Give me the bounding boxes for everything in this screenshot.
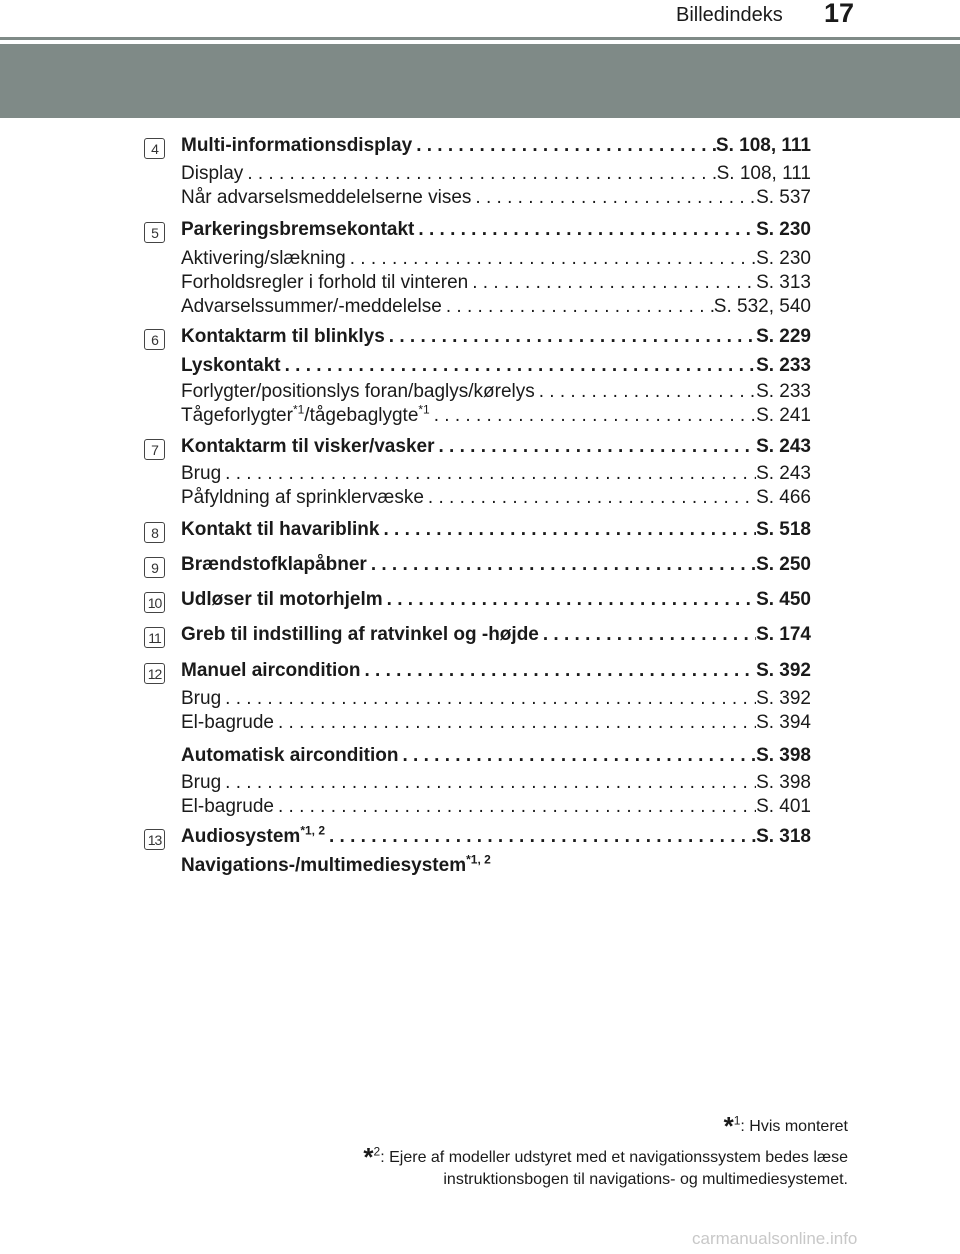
page-reference: S. 466 <box>756 487 811 508</box>
dot-leader <box>471 187 756 209</box>
entry-label: Brug <box>181 688 222 709</box>
page-reference: S. 392 <box>756 660 811 681</box>
entry-label: Brug <box>181 463 222 484</box>
footnote-2-cont: instruktionsbogen til navigations- og multimediesystemet. <box>443 1171 848 1188</box>
dot-leader <box>430 405 756 427</box>
entry-label: Forlygter/positionslys foran/baglys/kørelys <box>181 381 535 402</box>
index-sub-line <box>181 463 811 487</box>
watermark: carmanualsonline.info <box>692 1229 858 1248</box>
entry-label: Aktivering/slækning <box>181 248 346 269</box>
item-number-badge: 7 <box>144 439 165 460</box>
section-title: Billedindeks <box>676 4 783 26</box>
entry-label: Påfyldning af sprinklervæske <box>181 487 424 508</box>
dot-leader <box>243 163 716 185</box>
page-reference: S. 243 <box>756 436 811 457</box>
page-reference: S. 537 <box>756 187 811 208</box>
index-sub-line <box>181 487 811 511</box>
dot-leader <box>379 519 756 541</box>
footnote-2: *$^2$: Ejere af modeller udstyret med et navigationssystem bedes læse <box>363 1142 848 1172</box>
entry-label: Manuel aircondition <box>181 660 361 681</box>
index-heading-line <box>181 826 811 850</box>
entry-label: Når advarselsmeddelelserne vises <box>181 187 472 208</box>
entry-label: El-bagrude <box>181 796 274 817</box>
item-number-badge: 4 <box>144 138 165 159</box>
index-sub-line <box>181 296 811 320</box>
dot-leader <box>535 381 756 403</box>
item-number-badge: 12 <box>144 663 165 684</box>
entry-label: Forholdsregler i forhold til vinteren <box>181 272 469 293</box>
entry-label: Udløser til motorhjelm <box>181 589 383 610</box>
dot-leader <box>398 745 756 767</box>
index-heading-line <box>181 519 811 543</box>
page-reference: S. 243 <box>756 463 811 484</box>
index-sub-line <box>181 796 811 820</box>
page-reference: S. 398 <box>756 745 811 766</box>
dot-leader <box>346 248 756 270</box>
page-reference: S. 241 <box>756 405 811 426</box>
dot-leader <box>367 554 756 576</box>
page-reference: S. 233 <box>756 381 811 402</box>
header-band <box>0 44 960 118</box>
index-sub-line <box>181 712 811 736</box>
footnotes <box>363 1111 848 1191</box>
entry-label: Advarselssummer/-meddelelse <box>181 296 442 317</box>
index-heading-line <box>181 660 811 684</box>
page-reference: S. 398 <box>756 772 811 793</box>
index-heading-line <box>181 219 811 243</box>
item-number-badge: 11 <box>144 627 165 648</box>
dot-leader <box>414 219 756 241</box>
dot-leader <box>281 355 756 377</box>
index-sub-line <box>181 772 811 796</box>
entry-label: Tågeforlygter$^{*1}$/tågebaglygte$^{*1}$ <box>181 405 430 426</box>
index-sub-line <box>181 381 811 405</box>
item-number-badge: 6 <box>144 329 165 350</box>
entry-label: El-bagrude <box>181 712 274 733</box>
dot-leader <box>424 487 756 509</box>
entry-label: Brændstofklapåbner <box>181 554 367 575</box>
page-reference: S. 318 <box>756 826 811 847</box>
dot-leader <box>360 660 756 682</box>
page-reference: S. 394 <box>756 712 811 733</box>
dot-leader <box>221 688 756 710</box>
entry-label: Kontaktarm til visker/vasker <box>181 436 435 457</box>
page-reference: S. 230 <box>756 248 811 269</box>
dot-leader <box>539 624 756 646</box>
item-number-badge: 9 <box>144 557 165 578</box>
index-sub-line <box>181 272 811 296</box>
dot-leader <box>385 326 756 348</box>
entry-label: Brug <box>181 772 222 793</box>
page-reference: S. 108, 111 <box>716 163 811 184</box>
entry-label: Display <box>181 163 244 184</box>
page-reference: S. 532, 540 <box>713 296 811 317</box>
page-reference: S. 233 <box>756 355 811 376</box>
dot-leader <box>434 436 756 458</box>
dot-leader <box>468 272 756 294</box>
footnote-1: *$^1$: Hvis monteret <box>723 1111 848 1141</box>
index-sub-line <box>181 688 811 712</box>
index-heading-line <box>181 355 811 379</box>
header-rule <box>0 37 960 40</box>
dot-leader <box>221 772 756 794</box>
item-number-badge: 13 <box>144 829 165 850</box>
entry-label: Greb til indstilling af ratvinkel og -højde <box>181 624 539 645</box>
entry-label: Kontaktarm til blinklys <box>181 326 385 347</box>
index-heading-line <box>181 326 811 350</box>
dot-leader <box>412 135 716 157</box>
index-heading-line <box>181 745 811 769</box>
item-number-badge: 5 <box>144 222 165 243</box>
page-reference: S. 401 <box>756 796 811 817</box>
index-sub-line <box>181 187 811 211</box>
page-header <box>0 0 960 36</box>
page-reference: S. 108, 111 <box>715 135 811 156</box>
page-reference: S. 450 <box>756 589 811 610</box>
page-number: 17 <box>824 0 855 28</box>
dot-leader <box>442 296 714 318</box>
index-heading-line <box>181 436 811 460</box>
dot-leader <box>221 463 756 485</box>
page-reference: S. 250 <box>756 554 811 575</box>
index-heading-line <box>181 855 811 879</box>
page-reference: S. 230 <box>756 219 811 240</box>
entry-label: Audiosystem$^{*1, 2}$ <box>181 826 325 847</box>
page-reference: S. 174 <box>756 624 811 645</box>
index-sub-line <box>181 405 811 429</box>
page-reference: S. 518 <box>756 519 811 540</box>
dot-leader <box>325 826 756 848</box>
item-number-badge: 10 <box>144 592 165 613</box>
page-reference: S. 313 <box>756 272 811 293</box>
entry-label: Parkeringsbremsekontakt <box>181 219 415 240</box>
index-heading-line <box>181 624 811 648</box>
dot-leader <box>274 712 756 734</box>
index-heading-line <box>181 135 811 159</box>
entry-label: Multi-informationsdisplay <box>181 135 413 156</box>
item-number-badge: 8 <box>144 522 165 543</box>
page-reference: S. 392 <box>756 688 811 709</box>
index-sub-line <box>181 163 811 187</box>
index-heading-line <box>181 589 811 613</box>
entry-label: Lyskontakt <box>181 355 281 376</box>
dot-leader <box>274 796 756 818</box>
entry-label: Kontakt til havariblink <box>181 519 380 540</box>
entry-label: Navigations-/multimediesystem$^{*1, 2}$ <box>181 855 491 876</box>
dot-leader <box>383 589 756 611</box>
index-sub-line <box>181 248 811 272</box>
index-heading-line <box>181 554 811 578</box>
entry-label: Automatisk aircondition <box>181 745 399 766</box>
page-reference: S. 229 <box>756 326 811 347</box>
